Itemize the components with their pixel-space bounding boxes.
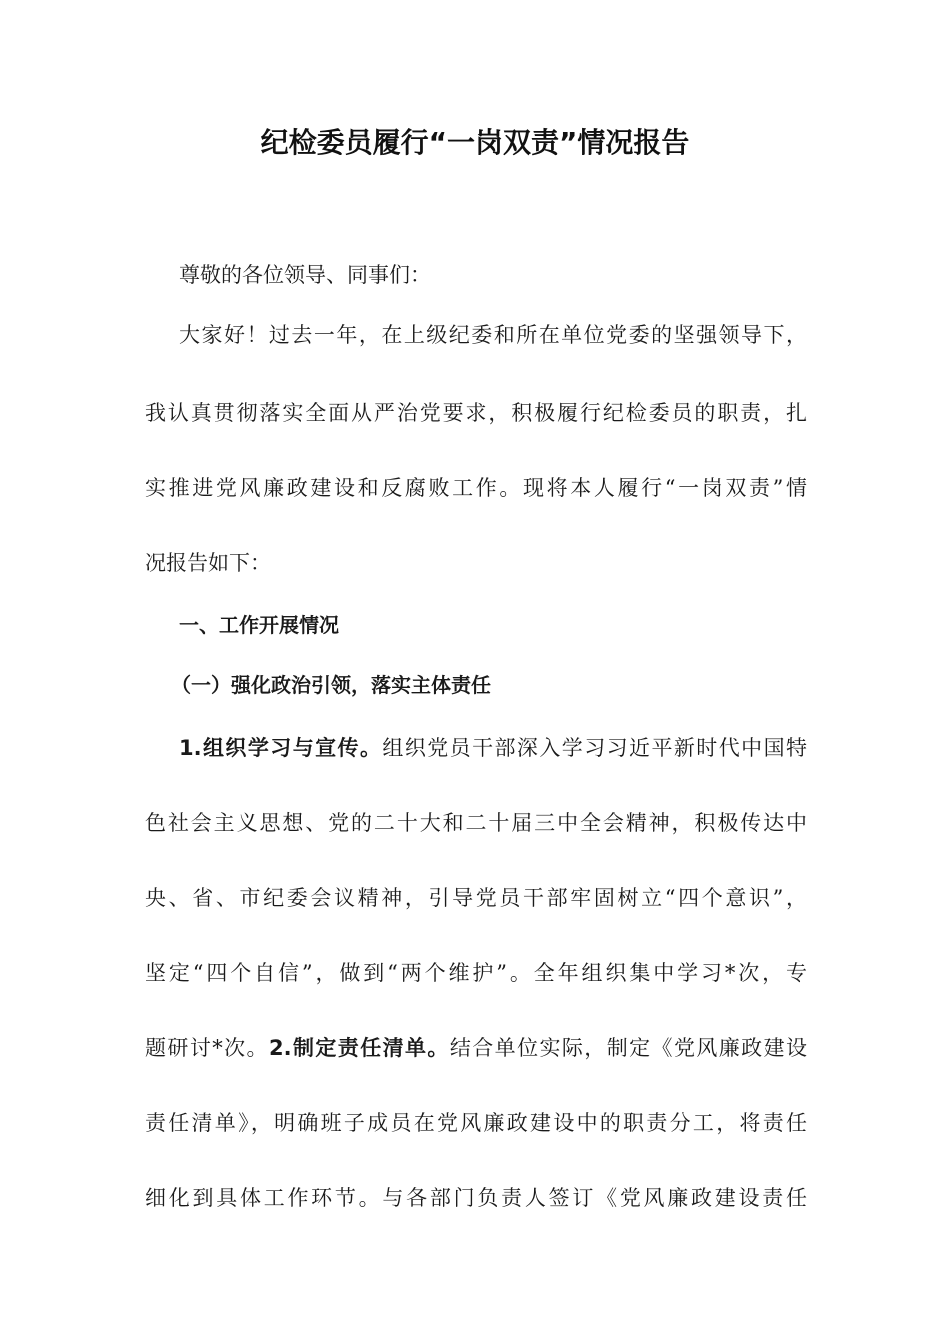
tail-line-1: 责任清单》，明确班子成员在党风廉政建设中的职责分工，将责任	[145, 1111, 807, 1135]
salutation: 尊敬的各位领导、同事们：	[179, 263, 431, 287]
item-1-line	[145, 733, 807, 763]
item-2-line	[145, 1033, 807, 1063]
item-2-lead: 2.制定责任清单。	[268, 1036, 450, 1060]
document-title: 纪检委员履行“一岗双责”情况报告	[260, 126, 690, 159]
item-1-lead: 1.组织学习与宣传。	[179, 736, 383, 760]
body-line-1: 色社会主义思想、党的二十大和二十届三中全会精神，积极传达中	[145, 811, 807, 835]
tail-line-2: 细化到具体工作环节。与各部门负责人签订《党风廉政建设责任	[145, 1186, 807, 1210]
intro-line-2: 我认真贯彻落实全面从严治党要求，积极履行纪检委员的职责，扎	[145, 401, 807, 425]
body-line-3: 坚定“四个自信”，做到“两个维护”。全年组织集中学习*次，专	[145, 961, 807, 985]
subsection-heading: （一）强化政治引领，落实主体责任	[171, 673, 491, 697]
intro-line-4: 况报告如下：	[145, 551, 271, 575]
section-heading: 一、工作开展情况	[179, 613, 339, 637]
item-1-text: 组织党员干部深入学习习近平新时代中国特	[382, 736, 807, 760]
intro-line-3: 实推进党风廉政建设和反腐败工作。现将本人履行“一岗双责”情	[145, 476, 807, 500]
intro-line-1: 大家好！过去一年，在上级纪委和所在单位党委的坚强领导下，	[179, 323, 807, 347]
item-2-prefix: 题研讨*次。	[145, 1036, 269, 1060]
body-line-2: 央、省、市纪委会议精神，引导党员干部牢固树立“四个意识”，	[145, 886, 807, 910]
item-2-text: 结合单位实际，制定《党风廉政建设	[449, 1036, 808, 1060]
